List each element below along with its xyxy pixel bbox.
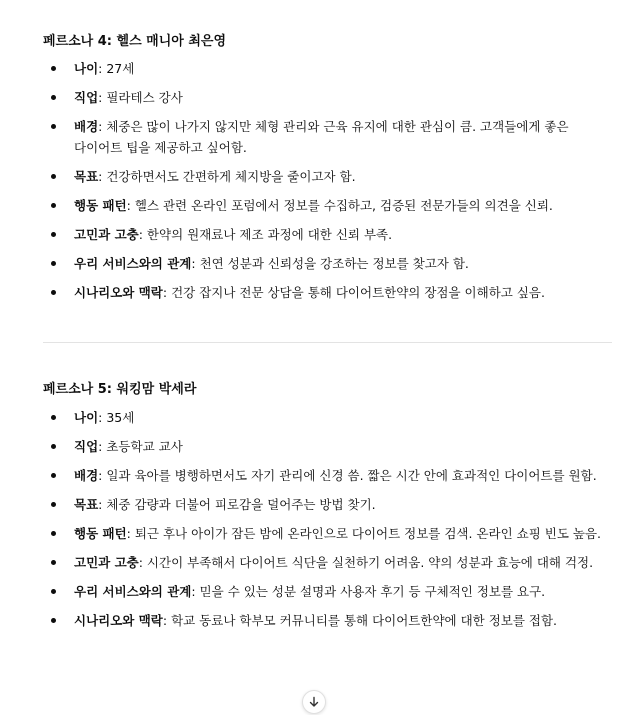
- attribute-value: : 초등학교 교사: [98, 439, 183, 454]
- attribute-value: : 퇴근 후나 아이가 잠든 밤에 온라인으로 다이어트 정보를 검색. 온라인 쇼핑 빈도 높음.: [126, 526, 602, 541]
- attribute-value: : 믿을 수 있는 성분 설명과 사용자 후기 등 구체적인 정보를 요구.: [191, 584, 546, 599]
- section-divider: [43, 342, 612, 343]
- attribute-key: 배경: [74, 468, 99, 483]
- persona-5-attributes: [43, 407, 615, 639]
- attribute-key: 목표: [74, 497, 99, 512]
- bullet-icon: [51, 203, 56, 208]
- list-item: [43, 195, 615, 216]
- attribute-value: : 27세: [98, 61, 135, 76]
- bullet-icon: [51, 261, 56, 266]
- attribute-value: : 건강하면서도 간편하게 체지방을 줄이고자 함.: [98, 169, 356, 184]
- persona-5-title: 페르소나 5: 워킹맘 박세라: [43, 382, 197, 397]
- attribute-key: 목표: [74, 169, 99, 184]
- attribute-key: 직업: [74, 439, 99, 454]
- bullet-icon: [51, 589, 56, 594]
- attribute-key: 직업: [74, 90, 99, 105]
- attribute-value: : 체중은 많이 나가지 않지만 체형 관리와 근육 유지에 대한 관심이 큼. 고객들에게 좋은 다이어트 팁을 제공하고 싶어함.: [74, 119, 569, 155]
- attribute-key: 고민과 고충: [74, 555, 139, 570]
- list-item: [43, 166, 615, 187]
- bullet-icon: [51, 531, 56, 536]
- attribute-value: : 건강 잡지나 전문 상담을 통해 다이어트한약의 장점을 이해하고 싶음.: [162, 285, 545, 300]
- attribute-key: 나이: [74, 61, 99, 76]
- attribute-value: : 35세: [98, 410, 135, 425]
- list-item: [43, 494, 615, 515]
- bullet-icon: [51, 444, 56, 449]
- attribute-value: : 시간이 부족해서 다이어트 식단을 실천하기 어려움. 약의 성분과 효능에 대해 걱정.: [138, 555, 594, 570]
- attribute-key: 배경: [74, 119, 99, 134]
- bullet-icon: [51, 502, 56, 507]
- attribute-value: : 학교 동료나 학부모 커뮤니티를 통해 다이어트한약에 대한 정보를 접함.: [162, 613, 558, 628]
- list-item: [43, 581, 615, 602]
- attribute-key: 행동 패턴: [74, 526, 127, 541]
- attribute-value: : 한약의 원재료나 제조 과정에 대한 신뢰 부족.: [138, 227, 393, 242]
- bullet-icon: [51, 618, 56, 623]
- attribute-key: 시나리오와 맥락: [74, 285, 163, 300]
- bullet-icon: [51, 473, 56, 478]
- arrow-down-icon: [308, 696, 320, 708]
- scroll-to-bottom-button[interactable]: [302, 690, 326, 714]
- attribute-key: 고민과 고충: [74, 227, 139, 242]
- bullet-icon: [51, 415, 56, 420]
- list-item: [43, 282, 615, 303]
- list-item: [43, 87, 615, 108]
- attribute-value: : 일과 육아를 병행하면서도 자기 관리에 신경 씀. 짧은 시간 안에 효과적인 다이어트를 원함.: [98, 468, 597, 483]
- list-item: [43, 523, 615, 544]
- bullet-icon: [51, 95, 56, 100]
- list-item: [43, 58, 615, 79]
- attribute-value: : 헬스 관련 온라인 포럼에서 정보를 수집하고, 검증된 전문가들의 의견을 신뢰.: [126, 198, 553, 213]
- list-item: [43, 465, 615, 486]
- persona-4-title: 페르소나 4: 헬스 매니아 최은영: [43, 34, 227, 49]
- list-item: [43, 610, 615, 631]
- bullet-icon: [51, 124, 56, 129]
- attribute-key: 우리 서비스와의 관계: [74, 256, 192, 271]
- attribute-key: 행동 패턴: [74, 198, 127, 213]
- persona-4-attributes: [43, 58, 615, 311]
- bullet-icon: [51, 560, 56, 565]
- bullet-icon: [51, 290, 56, 295]
- list-item: [43, 116, 615, 158]
- attribute-value: : 체중 감량과 더불어 피로감을 덜어주는 방법 찾기.: [98, 497, 376, 512]
- list-item: [43, 253, 615, 274]
- bullet-icon: [51, 174, 56, 179]
- attribute-key: 시나리오와 맥락: [74, 613, 163, 628]
- bullet-icon: [51, 232, 56, 237]
- bullet-icon: [51, 66, 56, 71]
- list-item: [43, 552, 615, 573]
- list-item: [43, 436, 615, 457]
- attribute-key: 우리 서비스와의 관계: [74, 584, 192, 599]
- list-item: [43, 407, 615, 428]
- attribute-key: 나이: [74, 410, 99, 425]
- attribute-value: : 천연 성분과 신뢰성을 강조하는 정보를 찾고자 함.: [191, 256, 469, 271]
- attribute-value: : 필라테스 강사: [98, 90, 183, 105]
- list-item: [43, 224, 615, 245]
